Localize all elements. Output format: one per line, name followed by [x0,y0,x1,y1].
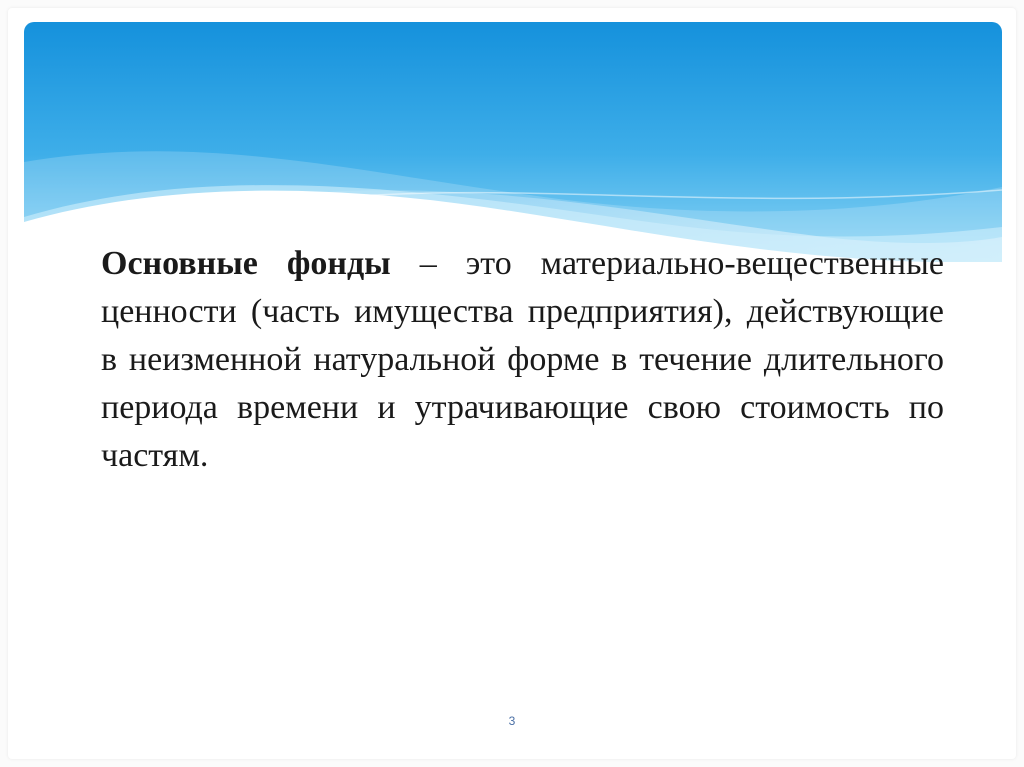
definition-text: – это материально-вещественные ценности (часть имущества предприятия), действующие в неизменной натуральной форме в течение длительного периода времени и утрачивающие свою стоимость по частям. [101,245,944,474]
page-number: 3 [508,714,516,728]
definition-term: Основные фонды [101,245,391,282]
wave-graphic [24,22,1002,262]
header-wave-banner [24,22,1002,262]
definition-paragraph [101,240,944,480]
